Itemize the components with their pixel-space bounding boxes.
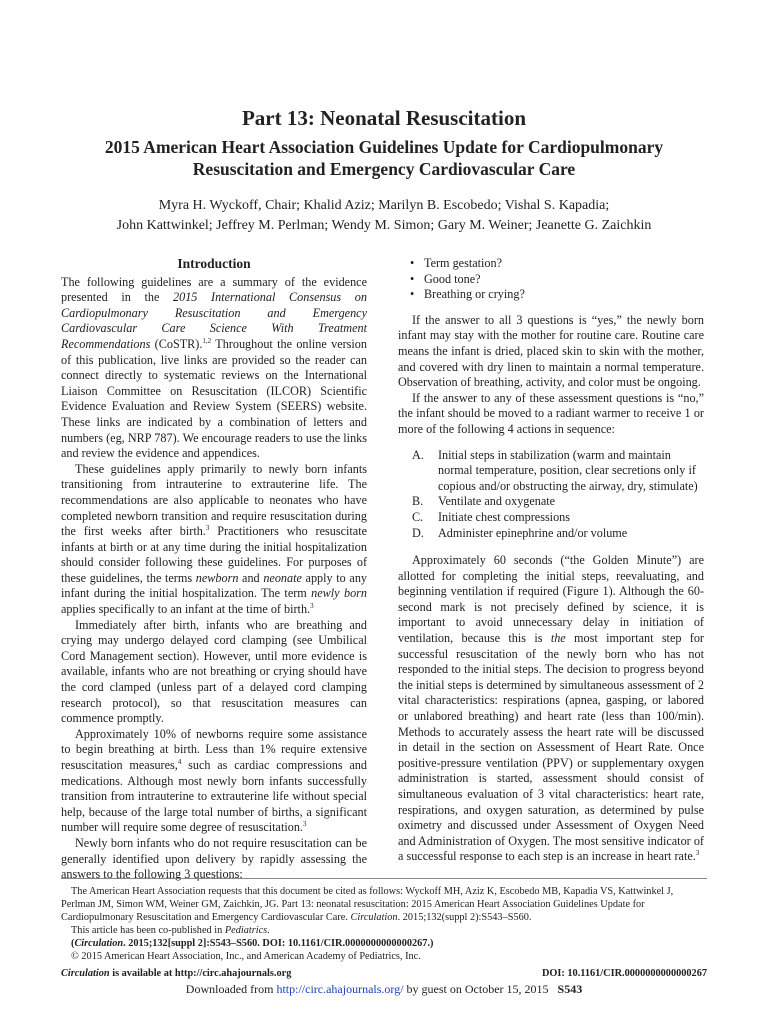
emphasis: the	[550, 631, 566, 646]
costr-title: 2015 International Consensus on Cardiopulmonary Resuscitation and Emergency Cardiovascular Care Science With Treatment Recommendations	[61, 290, 367, 351]
copyright-line: © 2015 American Heart Association, Inc., and American Academy of Pediatrics, Inc.	[71, 951, 421, 962]
citation-ref: 3	[310, 602, 314, 610]
section-heading-introduction: Introduction	[177, 256, 251, 271]
text-run: and	[238, 570, 264, 585]
text-run: Downloaded from	[185, 982, 277, 996]
action-item	[412, 525, 704, 542]
text-run: such as cardiac compressions and medications. Although most newly born infants successfully transition from intrauterine to extrauterine life without special help, because of the large total number of births, a significant number will require some degree of resuscitation.	[61, 758, 367, 835]
action-text: Ventilate and oxygenate	[438, 494, 556, 509]
text-run: Approximately 60 seconds (“the Golden Minute”) are allotted for completing the initial steps, reevaluating, and beginning ventilation if required (Figure 1). Although the 60-second mark is not precisely defined by science, it is important to avoid unnecessary delay in initiation of ventilation, because this is	[398, 553, 704, 646]
text-run: applies specifically to an infant at the time of birth.	[61, 602, 311, 617]
citation-ref: 3	[205, 524, 210, 533]
text-run: by guest on October 15, 2015	[403, 982, 549, 996]
citation-ref: 1,2	[202, 336, 212, 345]
term-newly-born: newly born	[311, 586, 367, 601]
journal-name: Pediatrics	[224, 925, 268, 936]
co-published-note	[61, 924, 707, 937]
assessment-questions	[398, 256, 704, 303]
doi-label: DOI: 10.1161/CIR.0000000000000267	[541, 968, 707, 979]
action-item	[412, 447, 704, 495]
action-item	[412, 494, 704, 510]
availability-note	[61, 967, 291, 980]
cite-instruction	[61, 885, 707, 924]
text-run: Approximately 10% of newborns require some assistance to begin breathing at birth. Less than 1% require extensive resuscitation measures,	[61, 726, 367, 772]
journal-name: Circulation	[61, 968, 110, 979]
text-run: most important step for successful resuscitation of the newly born who has not responded to the initial steps. The decision to progress beyond the initial steps is determined by simultaneous assessment of 2 vital characteristics: respirations (apnea, gasping, or labored or unlabored breathing) and heart rate (less than 100/min). Methods to accurately assess the heart rate will be discussed in detail in the section on Assessment of Heart Rate. Once positive-pressure ventilation (PPV) or supplementary oxygen administration is started, assessment should consist of simultaneous evaluation of 3 vital characteristics: heart rate, respirations, and oxygen saturation, as determined by pulse oximetry and discussed under Assessment of Oxygen Need and Administration of Oxygen. The most sensitive indicator of a successful response to each step is an increase in heart rate.	[398, 631, 704, 864]
text-run: These guidelines apply primarily to newly born infants transitioning from intrauterine to extrauterine life. The recommendations are also applicable to neonates who have completed newborn transition and require resuscitation during the first weeks after birth.	[61, 461, 367, 539]
citation-footnote	[61, 878, 707, 980]
journal-link[interactable]: http://circ.ahajournals.org/	[276, 982, 404, 996]
text-run: .	[267, 925, 270, 936]
body-paragraph-golden-minute	[398, 553, 704, 865]
question-item: • Breathing or crying?	[410, 287, 704, 303]
text-run: The American Heart Association requests that this document be cited as follows: Wyckoff MH, Aziz K, Escobedo MB, Kapadia VS, Kattwinkel J, Perlman JM, Simon WM, Weiner GM, Zaichkin, JG. Part 13: neonatal resuscitation: 2015 American Heart Association Guidelines Update for Cardiopulmonary Resuscitation and Emergency Cardiovascular Care.	[61, 886, 674, 923]
journal-name: Circulation	[74, 938, 124, 949]
text-run: (CoSTR).	[150, 336, 203, 351]
text-run: . 2015;132[suppl 2]:S543–S560. DOI: 10.1161/CIR.0000000000000267.)	[123, 938, 434, 949]
action-marker: A.	[412, 447, 424, 462]
text-run: Throughout the online version of this publication, live links are provided so the reader can connect directly to systematic reviews on the International Liaison Committee on Resuscitation (ILCOR) Scientific Evidence Evaluation and Review System (SEERS) website. These links are indicated by a combination of letters and numbers (eg, NRP 787). We encourage readers to use the links and review the evidence and appendices.	[61, 336, 367, 461]
body-paragraph-radiant-warmer: If the answer to any of these assessment questions is “no,” the infant should be moved to a radiant warmer to receive 1 or more of the following 4 actions in sequence:	[398, 390, 704, 436]
article-subtitle	[40, 136, 728, 180]
author-list	[40, 196, 728, 236]
subtitle-line-1: 2015 American Heart Association Guidelines Update for Cardiopulmonary	[104, 137, 664, 157]
authors-line-2: John Kattwinkel; Jeffrey M. Perlman; Wendy M. Simon; Gary M. Weiner; Jeanette G. Zaichkin	[116, 218, 652, 233]
article-header	[40, 104, 728, 236]
text-run: apply to any infant during the initial hospitalization. The term	[61, 570, 368, 601]
journal-reference: (Circulation. 2015;132[suppl 2]:S543–S560. DOI: 10.1161/CIR.0000000000000267.)	[71, 938, 434, 949]
text-run: . 2015;132(suppl 2):S543–S560.	[397, 912, 532, 923]
action-list	[398, 448, 704, 542]
term-newborn: newborn	[195, 570, 239, 585]
left-column	[61, 256, 367, 883]
body-paragraph-routine-care: If the answer to all 3 questions is “yes,” the newly born infant may stay with the mother for routine care. Routine care means the infant is dried, placed skin to skin with the mother, and covered with dry linen to maintain a normal temperature. Observation of breathing, activity, and color must be ongoing.	[398, 312, 704, 390]
question-item: • Term gestation?	[410, 256, 704, 272]
question-item: • Good tone?	[410, 272, 704, 288]
citation-ref: 3	[695, 849, 700, 858]
action-item	[412, 509, 704, 526]
citation-ref: 4	[177, 757, 182, 766]
citation-ref: 3	[302, 820, 307, 829]
action-marker: C.	[412, 509, 424, 524]
intro-paragraph-1	[61, 275, 367, 462]
action-marker: B.	[412, 494, 424, 509]
text-run: The following guidelines are a summary of the evidence presented in the	[61, 274, 367, 305]
availability-row	[61, 967, 707, 980]
action-text: Initiate chest compressions	[438, 509, 570, 524]
authors-line-1: Myra H. Wyckoff, Chair; Khalid Aziz; Marilyn B. Escobedo; Vishal S. Kapadia;	[158, 198, 610, 213]
term-neonate: neonate	[263, 570, 302, 585]
action-text: Initial steps in stabilization (warm and maintain normal temperature, position, clear secretions only if copious and/or obstructing the airway, dry, stimulate)	[438, 447, 698, 493]
intro-paragraph-2	[61, 462, 367, 618]
action-text: Administer epinephrine and/or volume	[438, 525, 628, 540]
right-column	[398, 256, 704, 865]
text-run: This article has been co-published in	[71, 925, 225, 936]
download-notice	[0, 982, 768, 997]
intro-paragraph-4	[61, 727, 367, 836]
page-number: S543	[557, 982, 583, 996]
journal-name: Circulation	[350, 912, 398, 923]
text-run: Practitioners who resuscitate infants at birth or at any time during the initial hospitalization should consider following these guidelines. For purposes of these guidelines, the terms	[61, 524, 367, 585]
text-run: is available at http://circ.ahajournals.org	[109, 968, 292, 979]
intro-paragraph-3: Immediately after birth, infants who are breathing and crying may undergo delayed cord clamping (see Umbilical Cord Management section). However, until more evidence is available, infants who are not breathing or crying should have the cord clamped (unless part of a delayed cord clamping research protocol), so that resuscitation measures can commence promptly.	[61, 617, 367, 726]
article-title: Part 13: Neonatal Resuscitation	[241, 106, 527, 130]
subtitle-line-2: Resuscitation and Emergency Cardiovascular Care	[192, 159, 576, 179]
intro-paragraph-5: Newly born infants who do not require resuscitation can be generally identified upon delivery by rapidly assessing the answers to the following 3 questions:	[61, 835, 367, 882]
action-marker: D.	[412, 525, 424, 540]
